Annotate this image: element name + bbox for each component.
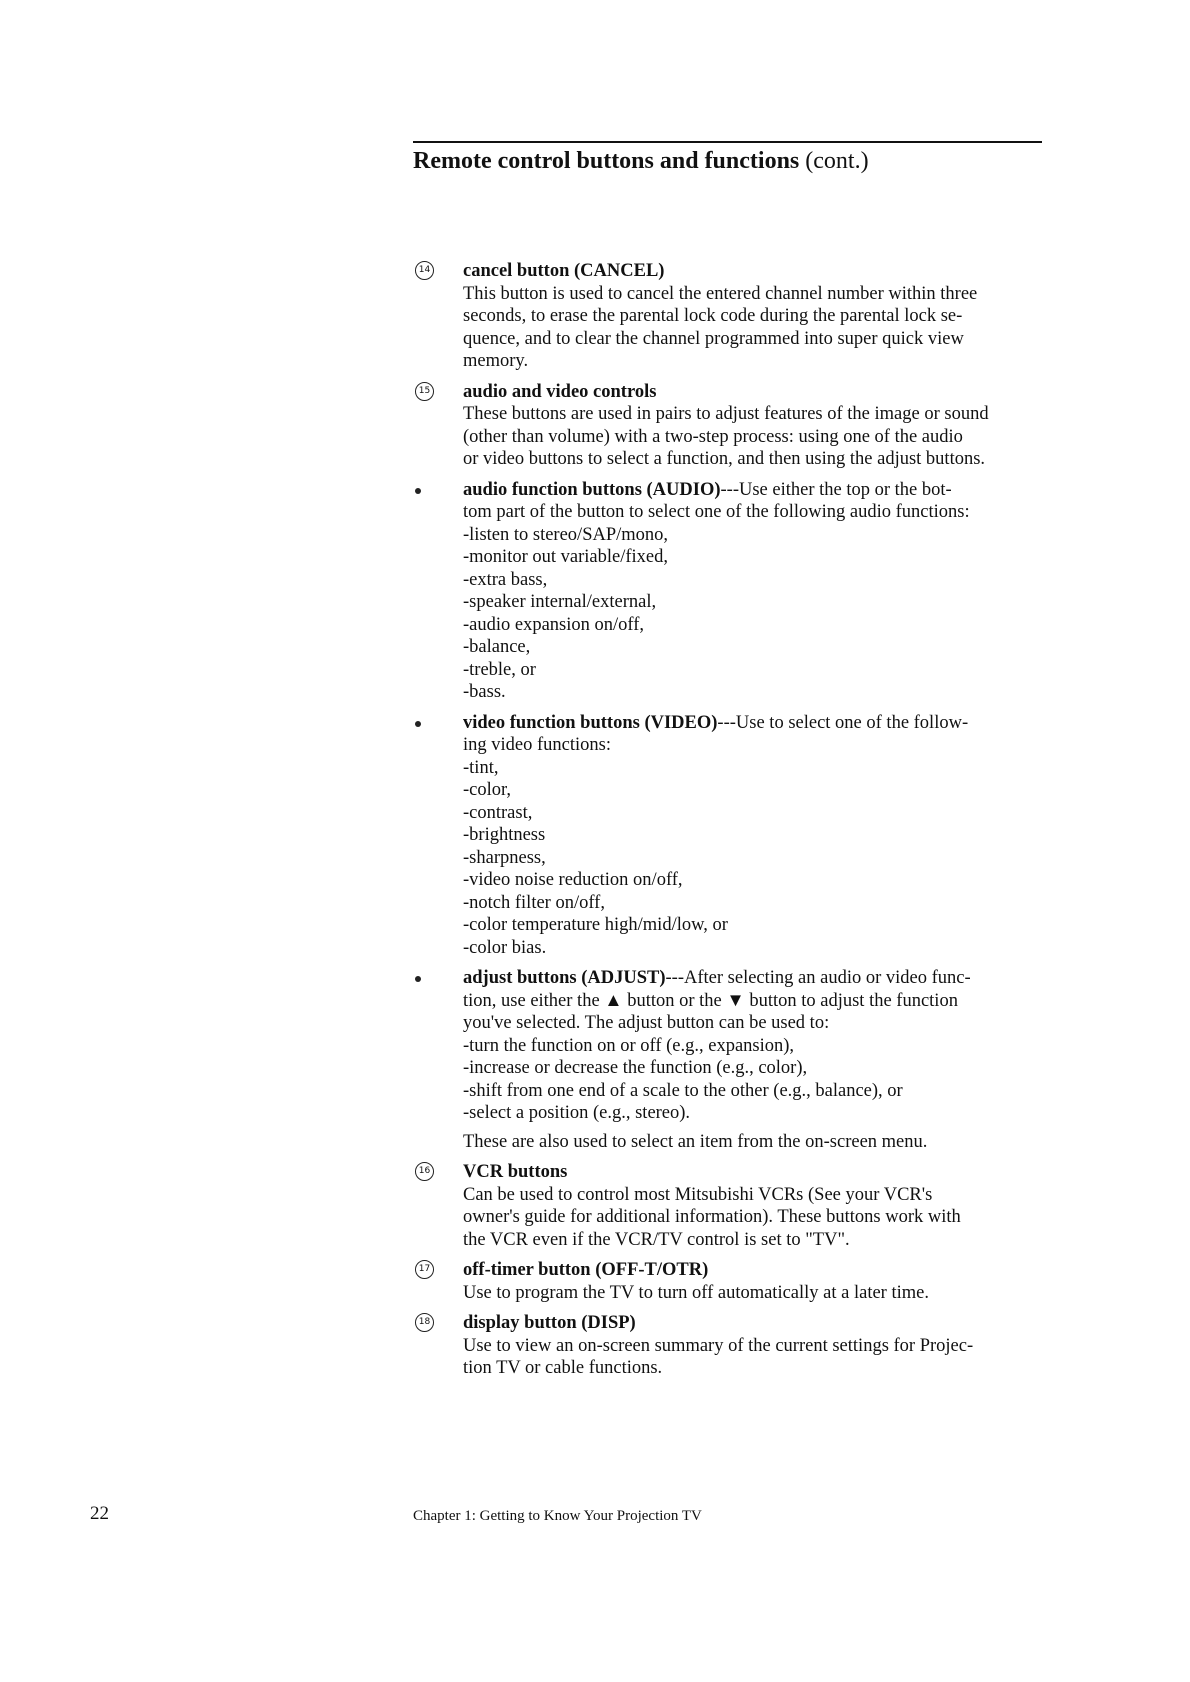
item-title: VCR buttons (463, 1162, 568, 1182)
item-number-marker: 15 (415, 382, 434, 401)
list-entry: -balance, (463, 637, 531, 657)
item-title: video function buttons (VIDEO) (463, 712, 718, 733)
content (415, 260, 1045, 1388)
item-off-timer-button (415, 1259, 1045, 1304)
list-entry: -increase or decrease the function (e.g., color), (463, 1058, 808, 1078)
item-number-marker: 17 (415, 1260, 434, 1279)
list-entry: -shift from one end of a scale to the other (e.g., balance), or (463, 1080, 903, 1101)
chapter-footer: Chapter 1: Getting to Know Your Projection TV (413, 1508, 702, 1524)
text-line: Use to view an on-screen summary of the current settings for Projec- (463, 1335, 974, 1356)
list-entry: -color temperature high/mid/low, or (463, 915, 728, 935)
page-title (413, 146, 869, 176)
text-line (463, 990, 1045, 1013)
adjust-note: These are also used to select an item from the on-screen menu. (463, 1131, 928, 1152)
bullet-audio-function (415, 479, 1045, 704)
bullet-video-function (415, 712, 1045, 960)
list-entry: -color bias. (463, 937, 547, 958)
item-lead-text: ---After selecting an audio or video func- (665, 968, 971, 988)
text-line: memory. (463, 351, 529, 371)
text-line: the VCR even if the VCR/TV control is set to "TV". (463, 1229, 850, 1250)
item-title: cancel button (CANCEL) (463, 261, 665, 281)
item-vcr-buttons (415, 1161, 1045, 1251)
text-line: Can be used to control most Mitsubishi VCRs (See your VCR's (463, 1184, 933, 1205)
list-entry: -monitor out variable/fixed, (463, 547, 668, 567)
text-fragment: button to adjust the function (749, 990, 958, 1011)
item-title: adjust buttons (ADJUST) (463, 968, 666, 988)
list-entry: -video noise reduction on/off, (463, 870, 683, 890)
text-line: seconds, to erase the parental lock code during the parental lock se- (463, 306, 963, 326)
page-title-bold: Remote control buttons and functions (413, 148, 800, 174)
list-entry: -notch filter on/off, (463, 892, 605, 913)
list-entry: -extra bass, (463, 569, 548, 590)
text-fragment: tion, use either the (463, 990, 600, 1011)
list-entry: -speaker internal/external, (463, 592, 657, 612)
text-line (463, 479, 1045, 502)
list-entry: -color, (463, 780, 512, 800)
list-entry: -sharpness, (463, 847, 546, 868)
item-title: display button (DISP) (463, 1313, 636, 1333)
header-rule (413, 141, 1042, 143)
item-title: audio and video controls (463, 381, 657, 402)
item-cancel-button (415, 260, 1045, 373)
item-title: off-timer button (OFF-T/OTR) (463, 1260, 709, 1280)
item-display-button (415, 1312, 1045, 1380)
text-line: owner's guide for additional information). These buttons work with (463, 1207, 961, 1227)
text-line: tion TV or cable functions. (463, 1358, 663, 1378)
text-line: you've selected. The adjust button can be used to: (463, 1013, 830, 1033)
page-title-suffix: (cont.) (805, 148, 869, 174)
bullet-adjust-buttons (415, 967, 1045, 1153)
text-line (463, 967, 1045, 990)
text-line: Use to program the TV to turn off automatically at a later time. (463, 1282, 929, 1303)
text-line: These buttons are used in pairs to adjust features of the image or sound (463, 404, 989, 424)
list-entry: -treble, or (463, 659, 536, 680)
text-line: (other than volume) with a two-step process: using one of the audio (463, 426, 963, 447)
text-fragment: button or the (627, 990, 722, 1011)
list-entry: -select a position (e.g., stereo). (463, 1103, 691, 1123)
text-line: or video buttons to select a function, and then using the adjust buttons. (463, 449, 986, 469)
item-audio-video-controls (415, 381, 1045, 471)
item-lead-text: ---Use either the top or the bot- (720, 479, 952, 500)
down-arrow-icon: ▼ (726, 990, 745, 1011)
item-lead-text: ---Use to select one of the follow- (717, 712, 969, 733)
text-line (463, 712, 1045, 735)
list-entry: -brightness (463, 825, 546, 845)
text-line: This button is used to cancel the entered channel number within three (463, 283, 978, 304)
list-entry: -contrast, (463, 802, 533, 823)
list-entry: -bass. (463, 682, 506, 702)
list-entry: -tint, (463, 757, 499, 778)
item-number-marker: 18 (415, 1313, 434, 1332)
list-entry: -audio expansion on/off, (463, 614, 645, 635)
item-number-marker: 14 (415, 261, 434, 280)
text-line: ing video functions: (463, 735, 611, 755)
list-entry: -turn the function on or off (e.g., expansion), (463, 1035, 795, 1056)
text-line: quence, and to clear the channel programmed into super quick view (463, 328, 964, 349)
bullet-dot (415, 721, 421, 727)
text-line: tom part of the button to select one of the following audio functions: (463, 502, 970, 522)
bullet-dot (415, 488, 421, 494)
up-arrow-icon: ▲ (604, 990, 623, 1011)
bullet-dot (415, 976, 421, 982)
item-number-marker: 16 (415, 1162, 434, 1181)
list-entry: -listen to stereo/SAP/mono, (463, 524, 669, 545)
page-number: 22 (90, 1503, 109, 1524)
item-title: audio function buttons (AUDIO) (463, 479, 721, 500)
